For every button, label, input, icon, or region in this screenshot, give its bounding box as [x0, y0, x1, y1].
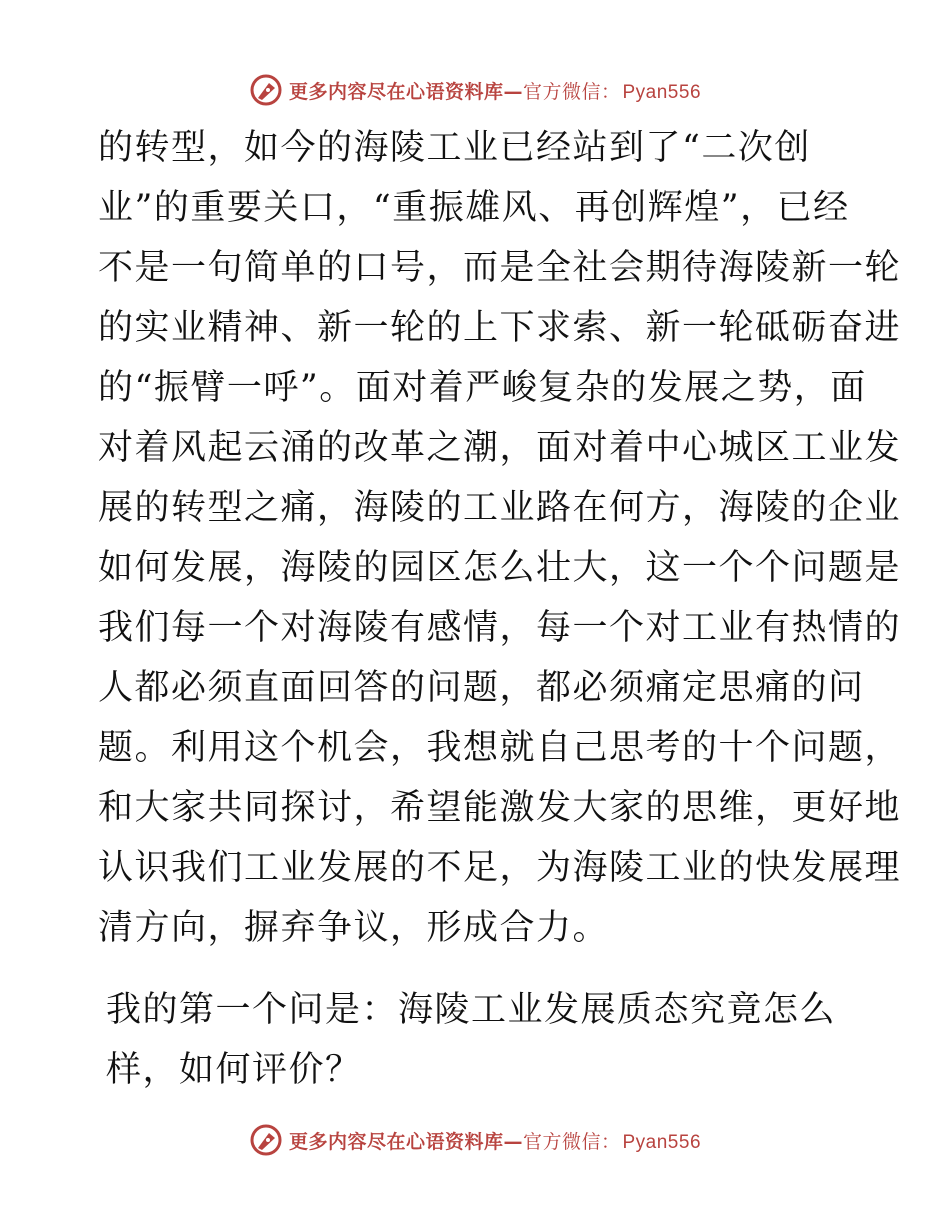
footer-banner — [0, 1120, 950, 1160]
text-line: 业”的重要关口，“重振雄风、再创辉煌”，已经 — [98, 188, 850, 228]
text-line: 认识我们工业发展的不足，为海陵工业的快发展理 — [98, 848, 902, 888]
text-line: 人都必须直面回答的问题，都必须痛定思痛的问 — [98, 668, 865, 708]
pen-nib-circle-icon — [249, 1123, 283, 1157]
header-dash: — — [503, 80, 523, 103]
text-line: 对着风起云涌的改革之潮，面对着中心城区工业发 — [98, 428, 902, 468]
document-body — [98, 118, 902, 1100]
pen-nib-circle-icon — [249, 73, 283, 107]
text-line: 的“振臂一呼”。面对着严峻复杂的发展之势，面 — [98, 368, 867, 408]
footer-dash: — — [503, 1130, 523, 1153]
text-line: 清方向，摒弃争议，形成合力。 — [98, 908, 610, 948]
footer-wechat-id: Pyan556 — [622, 1131, 702, 1153]
text-line: 我们每一个对海陵有感情，每一个对工业有热情的 — [98, 608, 902, 648]
text-line: 不是一句简单的口号，而是全社会期待海陵新一轮 — [98, 248, 902, 288]
text-line: 题。利用这个机会，我想就自己思考的十个问题， — [98, 728, 902, 768]
text-line: 和大家共同探讨，希望能激发大家的思维，更好地 — [98, 788, 902, 828]
header-main-text: 更多内容尽在心语资料库 — [288, 80, 504, 103]
header-wechat-id: Pyan556 — [622, 81, 702, 103]
header-banner — [0, 70, 950, 110]
paragraph-2 — [98, 980, 858, 1100]
header-text — [289, 77, 701, 104]
footer-text — [289, 1127, 701, 1154]
footer-main-text: 更多内容尽在心语资料库 — [288, 1130, 504, 1153]
text-line: 的转型，如今的海陵工业已经站到了“二次创 — [98, 128, 811, 168]
footer-wechat-label: 官方微信： — [522, 1130, 621, 1153]
text-line: 样，如何评价？ — [106, 1050, 362, 1090]
text-line: 如何发展，海陵的园区怎么壮大，这一个个问题是 — [98, 548, 902, 588]
text-line: 展的转型之痛，海陵的工业路在何方，海陵的企业 — [98, 488, 902, 528]
text-line: 我的第一个问是：海陵工业发展质态究竟怎么 — [106, 990, 837, 1030]
header-wechat-label: 官方微信： — [522, 80, 621, 103]
text-line: 的实业精神、新一轮的上下求索、新一轮砥砺奋进 — [98, 308, 902, 348]
paragraph-1 — [98, 118, 902, 958]
